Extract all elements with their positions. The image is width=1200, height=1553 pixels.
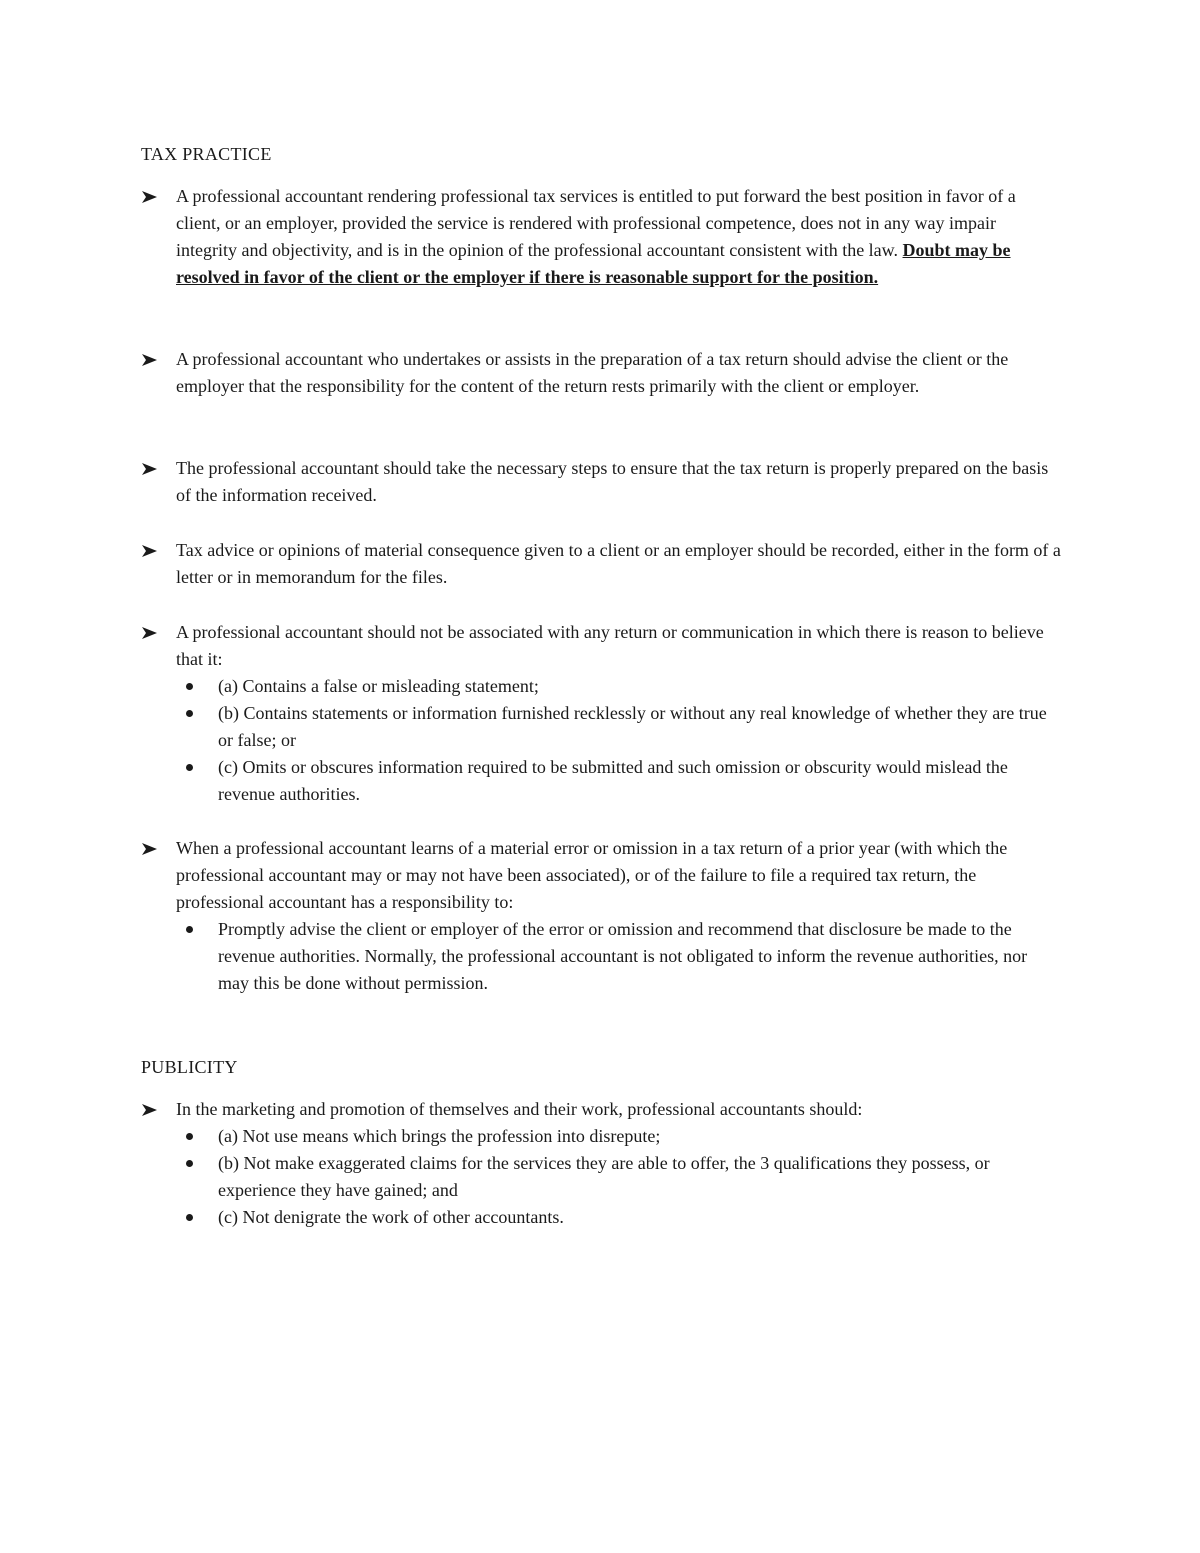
- sub-item-text: (b) Contains statements or information furnished recklessly or without any real knowledge of whether they are true or false; or: [218, 703, 1047, 750]
- sub-list-item: [218, 673, 1061, 700]
- arrow-bullet-icon: [141, 455, 161, 482]
- item-text: When a professional accountant learns of a material error or omission in a tax return of a prior year (with which the professional accountant may or may not have been associated), or of the failure to file a required tax return, the professional accountant has a responsibility to:: [176, 838, 1008, 912]
- item-text: A professional accountant rendering professional tax services is entitled to put forward the best position in favor of a client, or an employer, provided the service is rendered with professional competence, does not in any way impair integrity and objectivity, and is in the opinion of the professional accountant consistent with the law.: [176, 186, 1016, 260]
- list-item: [141, 1096, 1061, 1231]
- item-text: A professional accountant should not be associated with any return or communication in which there is reason to believe that it:: [176, 622, 1044, 669]
- sub-item-text: Promptly advise the client or employer of the error or omission and recommend that disclosure be made to the revenue authorities. Normally, the professional accountant is not obligated to inform the revenue authorities, nor may this be done without permission.: [218, 919, 1028, 993]
- arrow-bullet-icon: [141, 835, 161, 862]
- list-item: [141, 537, 1061, 591]
- list-item: [141, 346, 1061, 400]
- section-title-tax-practice: TAX PRACTICE: [141, 144, 272, 164]
- list-item: [141, 183, 1061, 291]
- sub-item-text: (a) Not use means which brings the profession into disrepute;: [218, 1126, 661, 1146]
- sub-item-text: (c) Not denigrate the work of other accountants.: [218, 1207, 564, 1227]
- list-item: [141, 455, 1061, 509]
- sub-list: [141, 1123, 1061, 1231]
- sub-item-text: (a) Contains a false or misleading statement;: [218, 676, 539, 696]
- sub-list: [141, 673, 1061, 808]
- sub-list: [141, 916, 1061, 997]
- bullet-icon: [186, 1214, 193, 1221]
- item-text: A professional accountant who undertakes or assists in the preparation of a tax return should advise the client or the employer that the responsibility for the content of the return rests primarily with the client or employer.: [176, 349, 1009, 396]
- list-item: [141, 619, 1061, 808]
- sub-item-text: (c) Omits or obscures information required to be submitted and such omission or obscurity would mislead the revenue authorities.: [218, 757, 1008, 804]
- arrow-bullet-icon: [141, 537, 161, 564]
- bullet-icon: [186, 710, 193, 717]
- arrow-bullet-icon: [141, 619, 161, 646]
- item-text: Tax advice or opinions of material consequence given to a client or an employer should be recorded, either in the form of a letter or in memorandum for the files.: [176, 540, 1061, 587]
- bullet-icon: [186, 1160, 193, 1167]
- list-item: [141, 835, 1061, 997]
- arrow-bullet-icon: [141, 183, 161, 210]
- sub-item-text: (b) Not make exaggerated claims for the services they are able to offer, the 3 qualifications they possess, or experience they have gained; and: [218, 1153, 990, 1200]
- sub-list-item: [218, 754, 1061, 808]
- bullet-icon: [186, 764, 193, 771]
- sub-list-item: [218, 700, 1061, 754]
- item-text: In the marketing and promotion of themselves and their work, professional accountants should:: [176, 1099, 863, 1119]
- bullet-icon: [186, 926, 193, 933]
- arrow-bullet-icon: [141, 1096, 161, 1123]
- emphasis-text: Doubt may be resolved in favor of the client or the employer if there is reasonable support for the position.: [176, 240, 1011, 287]
- arrow-bullet-icon: [141, 346, 161, 373]
- bullet-icon: [186, 1133, 193, 1140]
- item-text: The professional accountant should take the necessary steps to ensure that the tax return is properly prepared on the basis of the information received.: [176, 458, 1049, 505]
- sub-list-item: [218, 1204, 1061, 1231]
- sub-list-item: [218, 1150, 1061, 1204]
- sub-list-item: [218, 1123, 1061, 1150]
- bullet-icon: [186, 683, 193, 690]
- sub-list-item: [218, 916, 1061, 997]
- section-title-publicity: PUBLICITY: [141, 1057, 238, 1077]
